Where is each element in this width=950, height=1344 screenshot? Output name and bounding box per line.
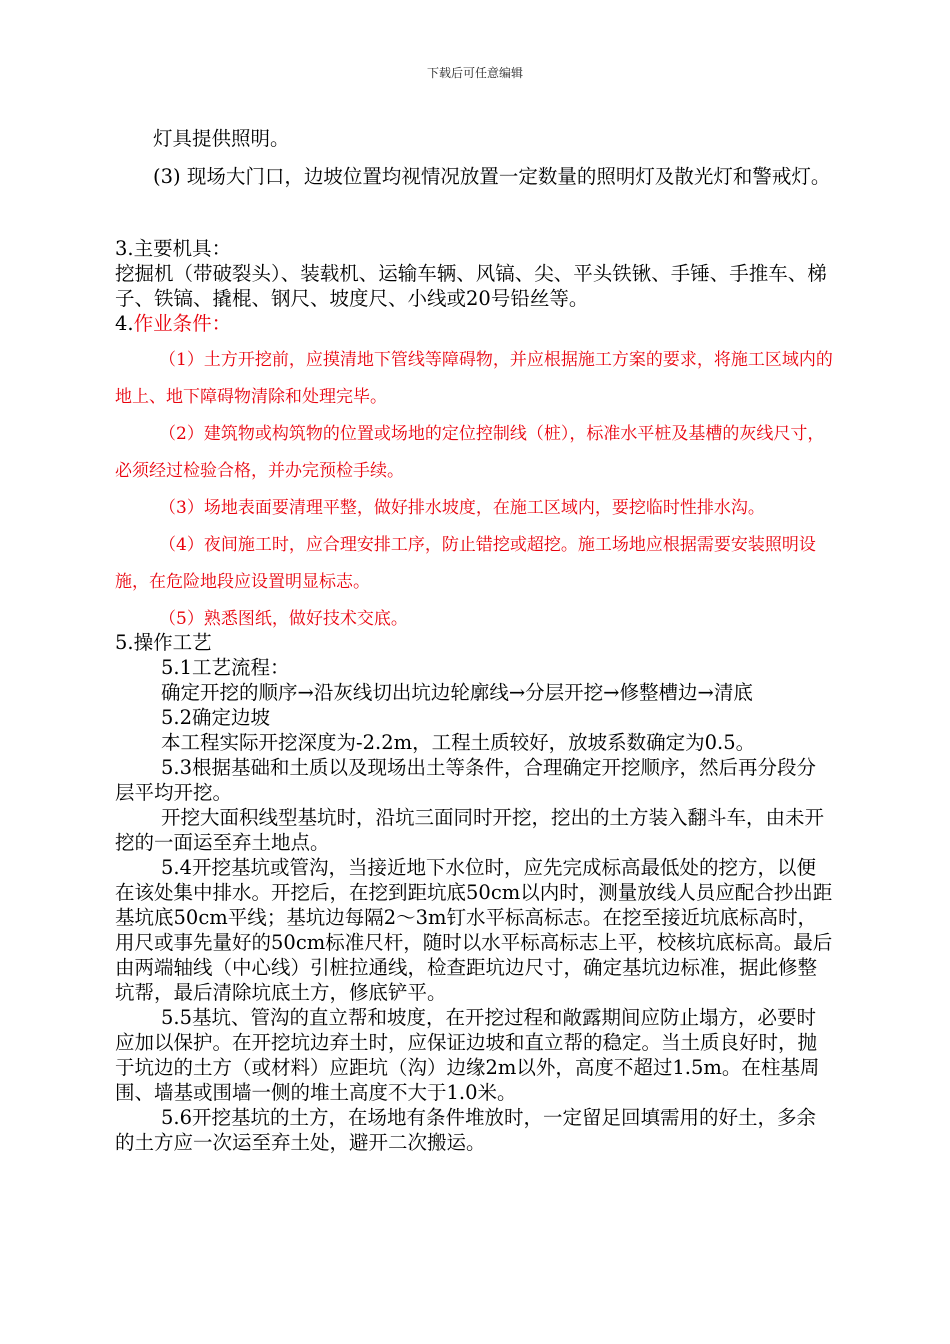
- section-5-heading: 5.操作工艺: [115, 631, 212, 654]
- section-4-number: 4.: [115, 312, 134, 335]
- section-4-heading: [115, 311, 835, 336]
- section-3-heading: 3.主要机具：: [115, 237, 232, 260]
- section-3-text: 挖掘机（带破裂头）、装载机、运输车辆、风镐、尖、平头铁锹、手锤、手推车、梯子、铁镐、撬棍、钢尺、坡度尺、小线或20号铅丝等。: [115, 262, 827, 310]
- section-5-para: 5.2确定边坡: [161, 706, 271, 729]
- section-4-title: 作业条件：: [133, 312, 232, 335]
- condition-item-1: （1）土方开挖前，应摸清地下管线等障碍物，并应根据施工方案的要求，将施工区域内的地上、地下障碍物清除和处理完毕。: [115, 350, 833, 407]
- condition-item-2: （2）建筑物或构筑物的位置或场地的定位控制线（桩），标准水平桩及基槽的灰线尺寸，必须经过检验合格，并办完预检手续。: [115, 424, 825, 481]
- intro-item-3: (3) 现场大门口，边坡位置均视情况放置一定数量的照明灯及散光灯和警戒灯。: [153, 165, 831, 188]
- section-5-para: 确定开挖的顺序→沿灰线切出坑边轮廓线→分层开挖→修整槽边→清底: [161, 681, 753, 704]
- condition-item-4: （4）夜间施工时，应合理安排工序，防止错挖或超挖。施工场地应根据需要安装照明设施，在危险地段应设置明显标志。: [115, 535, 816, 592]
- intro-line: 灯具提供照明。: [153, 127, 290, 150]
- section-5-para: 5.3根据基础和土质以及现场出土等条件，合理确定开挖顺序，然后再分段分层平均开挖。: [115, 756, 817, 804]
- section-5-para: 开挖大面积线型基坑时，沿坑三面同时开挖，挖出的土方装入翻斗车，由未开挖的一面运至弃土地点。: [115, 806, 825, 854]
- section-3: [115, 236, 835, 311]
- section-5-para: 5.1工艺流程：: [161, 656, 290, 679]
- section-5: [115, 630, 835, 1155]
- section-4: [115, 311, 835, 336]
- intro-block: [115, 120, 835, 196]
- page-header: 下载后可任意编辑: [426, 66, 523, 80]
- section-5-para: 5.6开挖基坑的土方，在场地有条件堆放时，一定留足回填需用的好土，多余的土方应一次运至弃土处，避开二次搬运。: [115, 1106, 817, 1154]
- section-4-items: [115, 342, 835, 638]
- section-5-para: 本工程实际开挖深度为-2.2m，工程土质较好，放坡系数确定为0.5。: [161, 731, 756, 754]
- condition-item-5: （5）熟悉图纸，做好技术交底。: [159, 609, 408, 629]
- condition-item-3: （3）场地表面要清理平整，做好排水坡度，在施工区域内，要挖临时性排水沟。: [159, 498, 765, 518]
- section-5-para: 5.5基坑、管沟的直立帮和坡度，在开挖过程和敞露期间应防止塌方，必要时应加以保护。在开挖坑边弃土时，应保证边坡和直立帮的稳定。当土质良好时，抛于坑边的土方（或材料）应距坑（沟）边缘2m以外，高度不超过1.5m。在柱基周围、墙基或围墙一侧的堆土高度不大于1.0米。: [115, 1006, 820, 1104]
- section-5-para: 5.4开挖基坑或管沟，当接近地下水位时，应先完成标高最低处的挖方，以便在该处集中排水。开挖后，在挖到距坑底50cm以内时，测量放线人员应配合抄出距基坑底50cm平线；基坑边每隔2～3m钉水平标高标志。在挖至接近坑底标高时，用尺或事先量好的50cm标准尺杆，随时以水平标高标志上平，校核坑底标高。最后由两端轴线（中心线）引桩拉通线，检查距坑边尺寸，确定基坑边标准，据此修整坑帮，最后清除坑底土方，修底铲平。: [115, 856, 833, 1004]
